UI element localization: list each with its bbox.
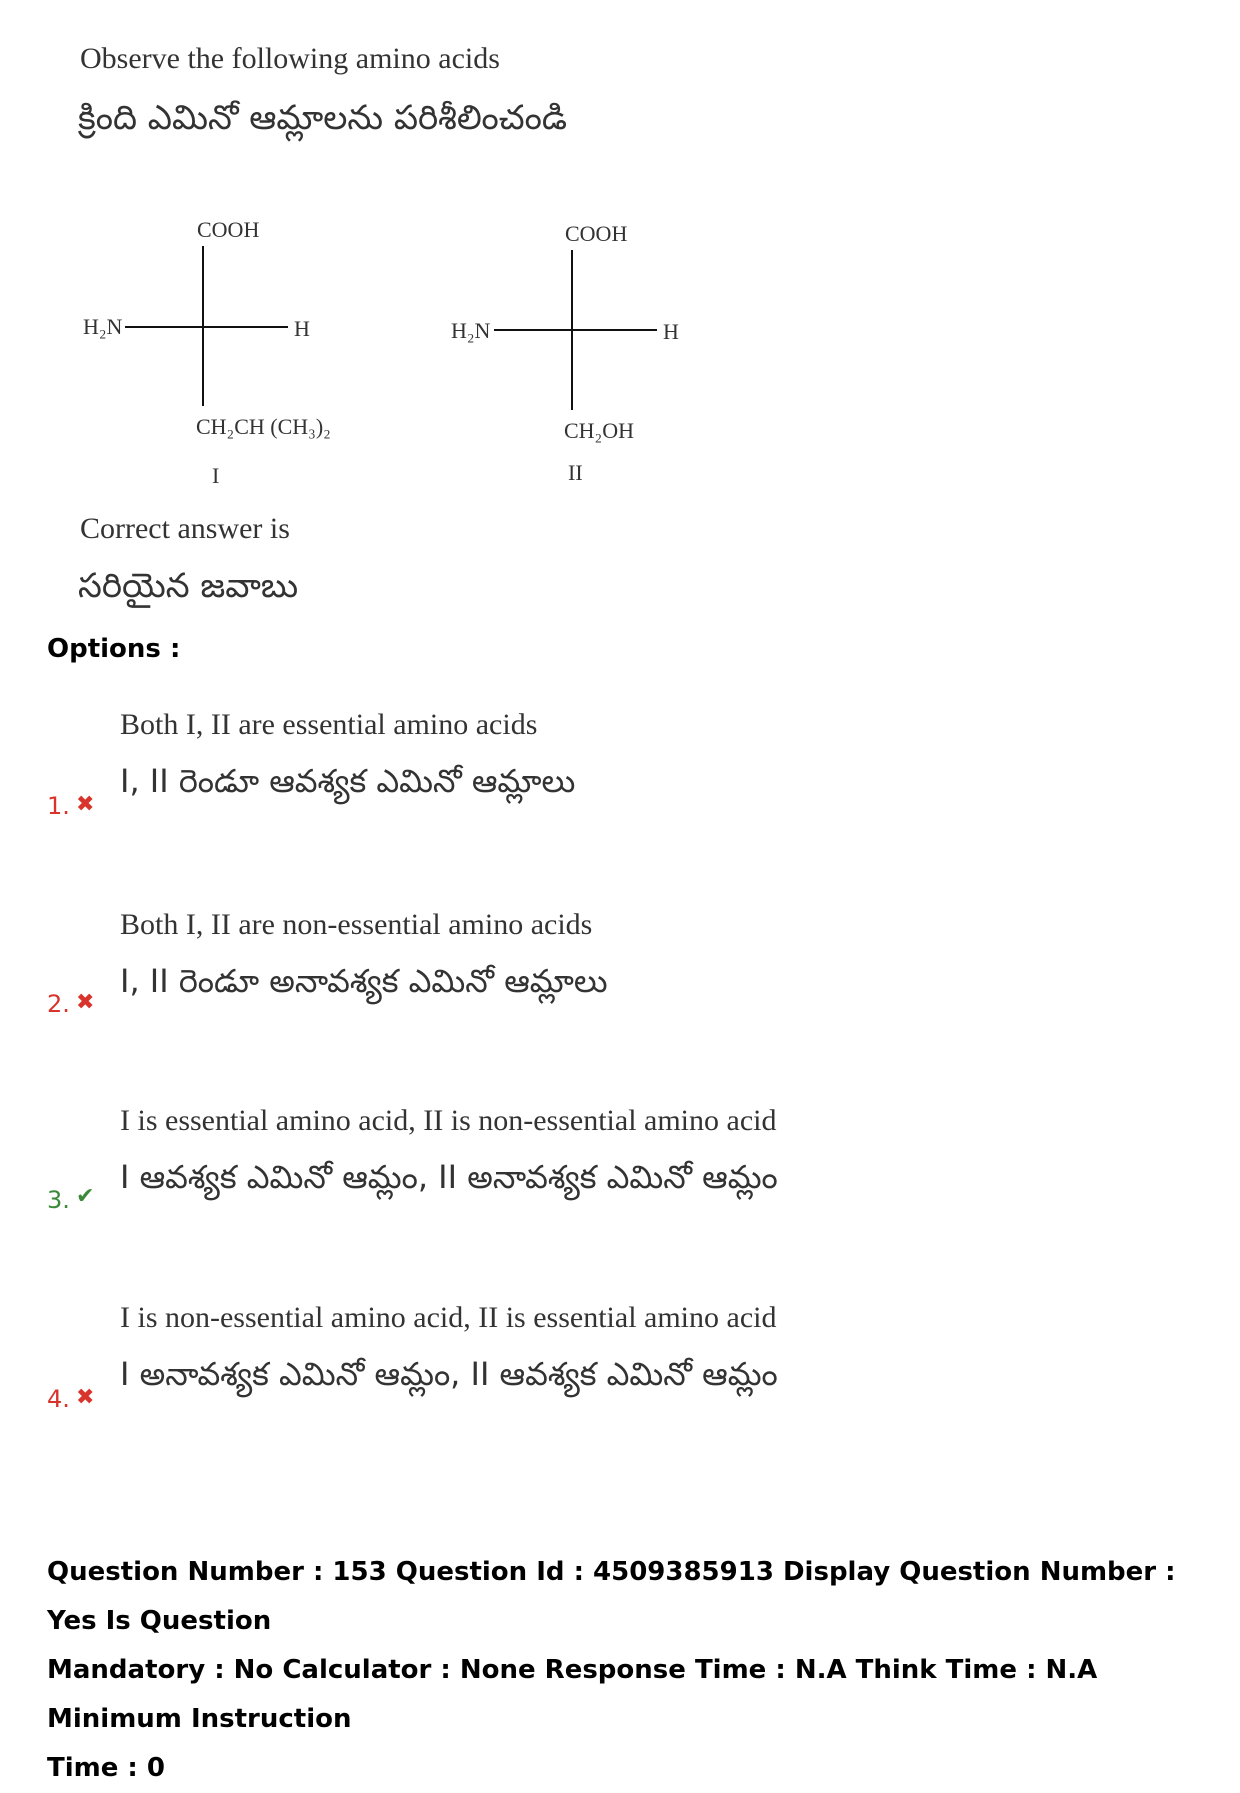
option-3-correct-icon: ✔ [76,1184,95,1209]
structure-2-top-group: COOH [565,221,628,246]
option-1-number: 1. [47,792,70,820]
option-1-text-english: Both I, II are essential amino acids [120,708,538,741]
structure-2-bottom-group: CH₂OH [564,418,635,443]
question-metadata [47,1548,1207,1793]
option-1[interactable] [0,700,1240,900]
option-4-number: 4. [47,1385,70,1413]
question-metadata-line-1: Question Number : 153 Question Id : 4509385913 Display Question Number : Yes Is Question [47,1557,1176,1636]
structure-1-top-group: COOH [197,217,260,242]
option-2-number: 2. [47,990,70,1018]
option-4-text-telugu: I అనావశ్యక ఎమినో ఆమ్లం, II ఆవశ్యక ఎమినో ఆమ్లం [120,1355,778,1393]
option-3-text-english: I is essential amino acid, II is non-essential amino acid [120,1104,777,1137]
structure-2-left-group: H₂N [451,318,491,343]
option-1-wrong-icon: ✖ [76,792,95,817]
question-text-telugu: క్రింది ఎమినో ఆమ్లాలను పరిశీలించండి [78,98,568,138]
structure-1-right-group: H [294,316,310,341]
option-3[interactable] [0,1096,1240,1296]
option-3-number: 3. [47,1186,70,1214]
structure-2-label: II [568,460,583,485]
question-metadata-line-3: Time : 0 [47,1753,165,1783]
option-2-text-english: Both I, II are non-essential amino acids [120,908,593,941]
option-2[interactable] [0,900,1240,1100]
question-metadata-line-2: Mandatory : No Calculator : None Response Time : N.A Think Time : N.A Minimum Instruction [47,1655,1098,1734]
structure-2-horizontal-bond [494,329,657,331]
options-title: Options : [47,634,181,664]
option-3-text-telugu: I ఆవశ్యక ఎమినో ఆమ్లం, II అనావశ్యక ఎమినో ఆమ్లం [120,1158,778,1196]
question-text-english: Observe the following amino acids [80,42,500,75]
answer-prompt-english: Correct answer is [80,512,290,545]
structure-1-bottom-group: CH₂CH (CH₃)₂ [196,414,331,439]
option-4-wrong-icon: ✖ [76,1385,95,1410]
option-2-wrong-icon: ✖ [76,990,95,1015]
answer-prompt-telugu: సరియైన జవాబు [78,566,299,606]
structure-1-label: I [212,463,220,488]
structure-2-right-group: H [663,319,679,344]
option-1-text-telugu: I, II రెండూ ఆవశ్యక ఎమినో ఆమ్లాలు [120,762,576,800]
option-4-text-english: I is non-essential amino acid, II is essential amino acid [120,1301,777,1334]
structure-1-left-group: H₂N [83,314,123,339]
option-2-text-telugu: I, II రెండూ అనావశ్యక ఎమినో ఆమ్లాలు [120,962,608,1000]
structure-1-horizontal-bond [125,326,288,328]
option-4[interactable] [0,1293,1240,1493]
